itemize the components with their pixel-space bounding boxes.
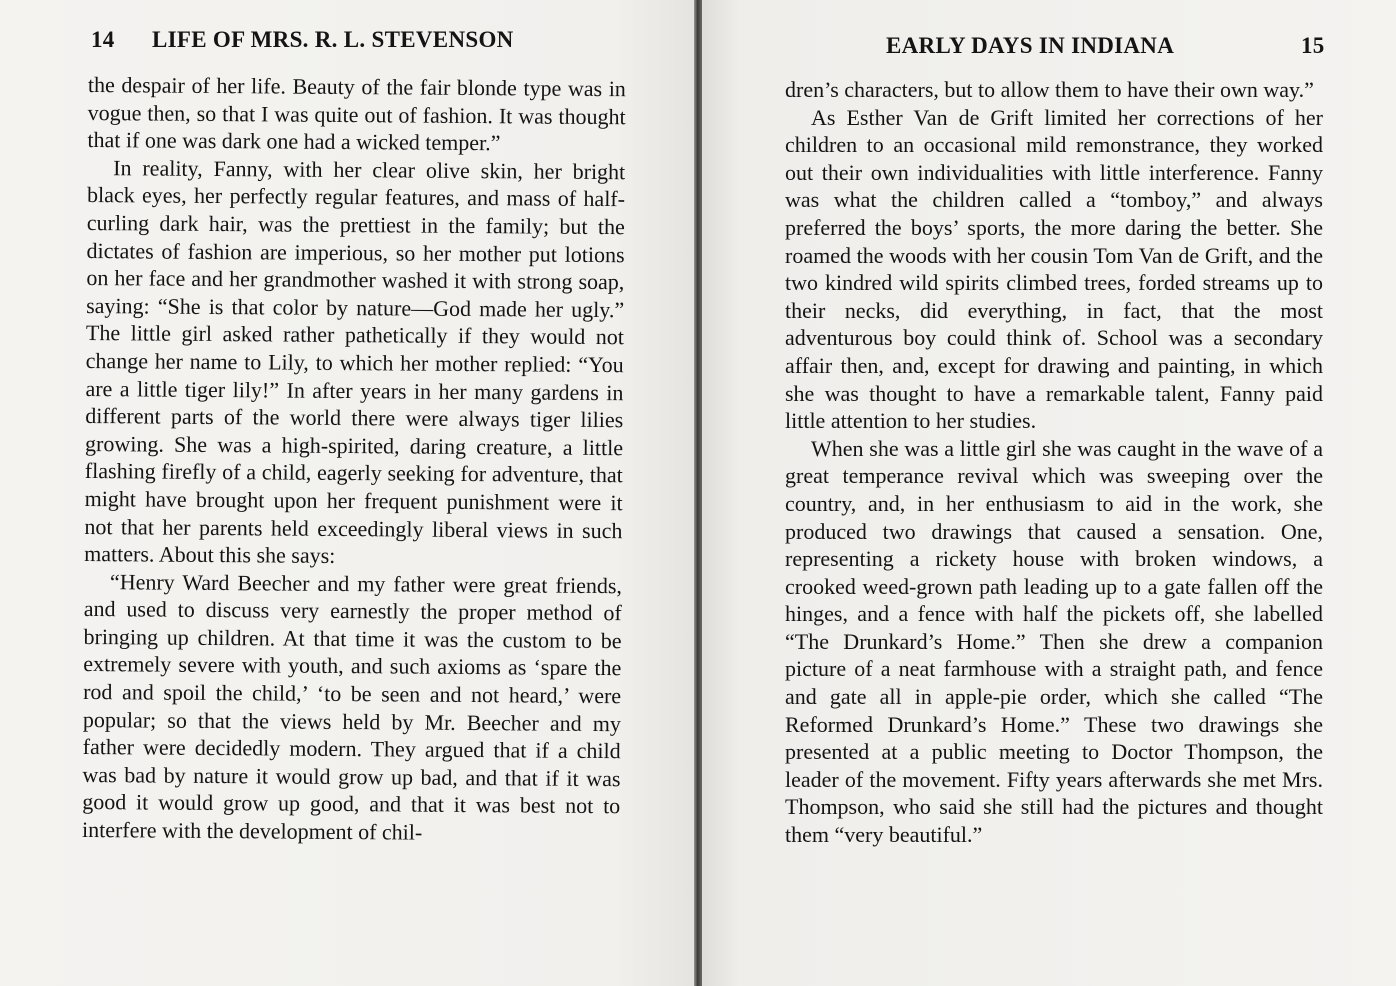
right-page (698, 0, 1396, 986)
left-paragraph-3: “Henry Ward Beecher and my father were great friends, and used to discuss very earnestly the proper method of bringing up children. At that time it was the custom to be extremely severe with youth, and such axioms as ‘spare the rod and spoil the child,’ ‘to be seen and not heard,’ were popular; so that the views held by Mr. Beecher and my father were decidedly modern. They argued that if a child was bad by nature it would grow up bad, and that if it was good it would grow up good, and that it was best not to interfere with the development of chil- (81, 568, 623, 845)
right-page-number: 15 (1301, 33, 1325, 58)
right-page-body (785, 76, 1323, 849)
right-paragraph-3: When she was a little girl she was caught in the wave of a great temperance revival which was sweeping over the country, and, in her enthusiasm to aid in the work, she produced two drawings that caused a sensation. One, representing a rickety house with broken windows, a crooked weed-grown path leading up to a gate fallen off the hinges, and a fence with half the pickets off, she labelled “The Drunkard’s Home.” Then she drew a companion picture of a neat farmhouse with a straight path, and fence and gate all in apple-pie order, which she called “The Reformed Drunkard’s Home.” These two drawings she presented at a public meeting to Doctor Thompson, the leader of the movement. Fifty years afterwards she met Mrs. Thompson, who said she still had the pictures and thought them “very beautiful.” (785, 435, 1323, 848)
left-paragraph-2: In reality, Fanny, with her clear olive skin, her bright black eyes, her perfectly regular features, and mass of half-curling dark hair, was the prettiest in the family; but the dictates of fashion are imperious, so her mother put lotions on her face and her grandmother washed it with strong soap, saying: “She is that color by nature—God made her ugly.” The little girl asked rather pathetically if they would not change her name to Lily, to which her mother replied: “You are a little tiger lily!” In after years in her many gardens in different parts of the world there were always tiger lilies growing. She was a high-spirited, daring creature, a little flashing firefly of a child, eagerly seeking for adventure, that might have brought upon her frequent punishment were it not that her parents held exceedingly liberal views in such matters. About this she says: (84, 154, 626, 569)
left-paragraph-1: the despair of her life. Beauty of the fair blonde type was in vogue then, so that I was quite out of fashion. It was thought that if one was dark one had a wicked temper.” (87, 71, 626, 156)
book-gutter (694, 0, 702, 986)
left-running-head: LIFE OF MRS. R. L. STEVENSON (152, 27, 514, 52)
right-running-head: EARLY DAYS IN INDIANA (886, 33, 1175, 58)
left-page-body (82, 71, 626, 848)
left-page-number: 14 (91, 27, 115, 52)
right-paragraph-2: As Esther Van de Grift limited her corrections of her children to an occasional mild remonstrance, they worked out their own individualities with little interference. Fanny was what the children called a “tomboy,” and always preferred the boys’ sports, the more daring the better. She roamed the woods with her cousin Tom Van de Grift, and the two kindred wild spirits climbed trees, forded streams up to their necks, did everything, in fact, that the most adventurous boy could think of. School was a secondary affair then, and, except for drawing and painting, in which she was thought to have a remarkable talent, Fanny paid little attention to her studies. (785, 104, 1323, 434)
right-paragraph-1: dren’s characters, but to allow them to have their own way.” (785, 77, 1314, 102)
